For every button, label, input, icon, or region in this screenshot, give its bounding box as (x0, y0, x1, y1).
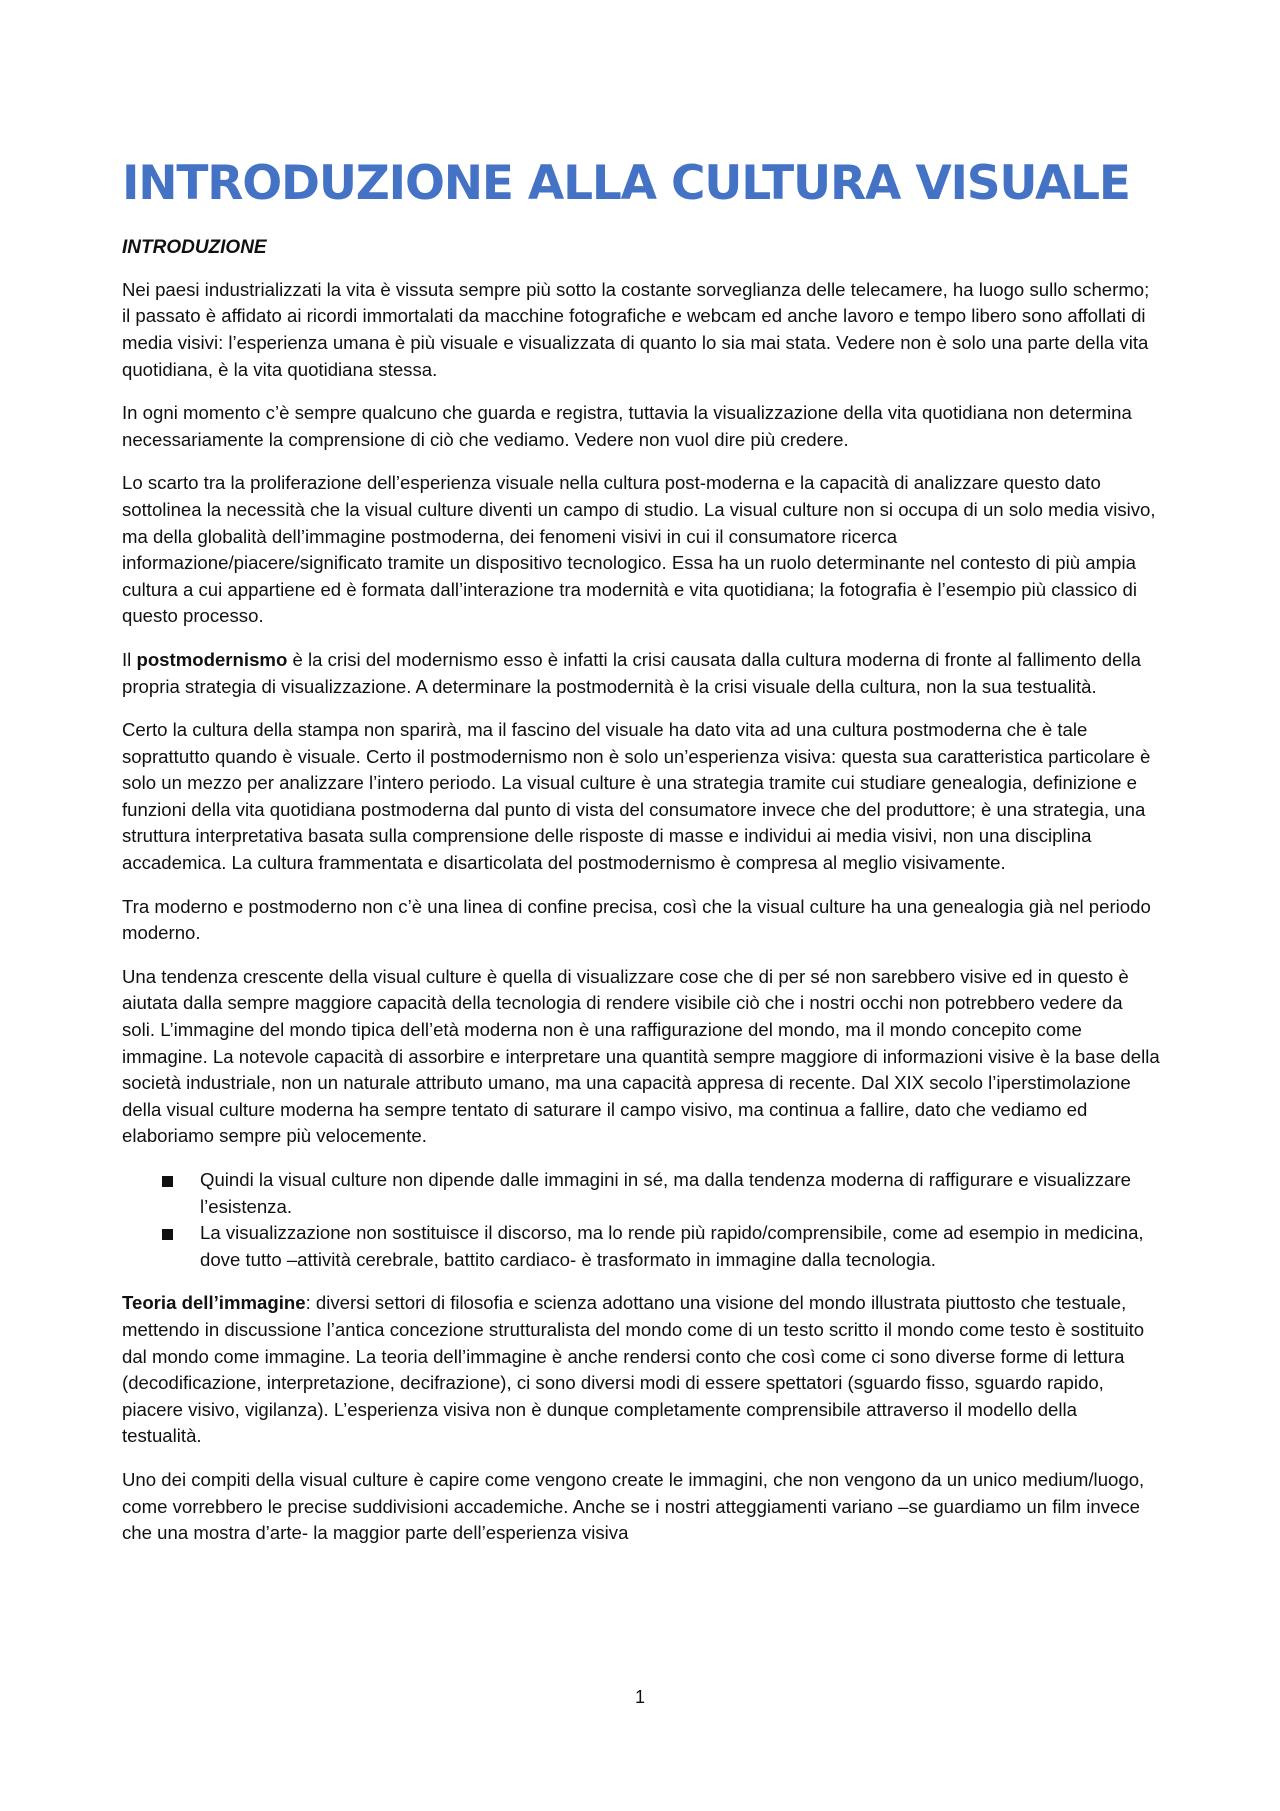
bullet-text: Quindi la visual culture non dipende dalle immagini in sé, ma dalla tendenza moderna di raffigurare e visualizzare l’esistenza. (200, 1169, 1131, 1217)
paragraph-4-after: è la crisi del modernismo esso è infatti la crisi causata dalla cultura moderna di fronte al fallimento della propria strategia di visualizzazione. A determinare la postmodernità è la crisi visuale della cultura, non la sua testualità. (122, 648, 1141, 697)
bullet-list (122, 1167, 1160, 1273)
bullet-text: La visualizzazione non sostituisce il discorso, ma lo rende più rapido/comprensibile, come ad esempio in medicina, dove tutto –attività cerebrale, battito cardiaco- è trasformato in immagine dalla tecnologia. (200, 1222, 1144, 1270)
paragraph-7: Una tendenza crescente della visual culture è quella di visualizzare cose che di per sé non sarebbero visive ed in questo è aiutata dalla sempre maggiore capacità della tecnologia di rendere visibile ciò che i nostri occhi non potrebbero vedere da soli. L’immagine del mondo tipica dell’età moderna non è una raffigurazione del mondo, ma il mondo concepito come immagine. La notevole capacità di assorbire e interpretare una quantità sempre maggiore di informazioni visive è la base della società industriale, non un naturale attributo umano, ma una capacità appresa di recente. Dal XIX secolo l’iperstimolazione della visual culture moderna ha sempre tentato di saturare il campo visivo, ma continua a fallire, dato che vediamo ed elaboriamo sempre più velocemente. (122, 965, 1160, 1147)
bullet-item (200, 1167, 1160, 1220)
paragraph-1: Nei paesi industrializzati la vita è vissuta sempre più sotto la costante sorveglianza delle telecamere, ha luogo sullo schermo; il passato è affidato ai ricordi immortalati da macchine fotografiche e webcam ed anche lavoro e tempo libero sono affollati di media visivi: l’esperienza umana è più visuale e visualizzata di quanto lo sia mai stata. Vedere non è solo una parte della vita quotidiana, è la vita quotidiana stessa. (122, 278, 1150, 380)
square-bullet-icon (162, 1229, 173, 1240)
paragraph-9: Uno dei compiti della visual culture è capire come vengono create le immagini, che non vengono da un unico medium/luogo, come vorrebbero le precise suddivisioni accademiche. Anche se i nostri atteggiamenti variano –se guardiamo un film invece che una mostra d’arte- la maggior parte dell’esperienza visiva (122, 1468, 1145, 1544)
document-page (122, 156, 1160, 1564)
page-number: 1 (634, 1687, 645, 1707)
term-postmodernismo: postmodernismo (136, 648, 288, 670)
section-heading: INTRODUZIONE (122, 237, 267, 258)
paragraph-3: Lo scarto tra la proliferazione dell’esperienza visuale nella cultura post-moderna e la capacità di analizzare questo dato sottolinea la necessità che la visual culture diventi un campo di studio. La visual culture non si occupa di un solo media visivo, ma della globalità dell’immagine postmoderna, dei fenomeni visivi in cui il consumatore ricerca informazione/piacere/significato tramite un dispositivo tecnologico. Essa ha un ruolo determinante nel contesto di più ampia cultura a cui appartiene ed è formata dall’interazione tra modernità e vita quotidiana; la fotografia è l’esempio più classico di questo processo. (122, 472, 1156, 627)
paragraph-8-after: : diversi settori di filosofia e scienza adottano una visione del mondo illustrata piuttosto che testuale, mettendo in discussione l’antica concezione strutturalista del mondo come di un testo scritto il mondo come testo è sostituito dal mondo come immagine. La teoria dell’immagine è anche rendersi conto che così come ci sono diverse forme di lettura (decodificazione, interpretazione, decifrazione), ci sono diversi modi di essere spettatori (sguardo fisso, sguardo rapido, piacere visivo, vigilanza). L’esperienza visiva non è dunque completamente comprensibile attraverso il modello della testualità. (122, 1292, 1145, 1447)
square-bullet-icon (162, 1176, 173, 1187)
paragraph-4-before: Il (122, 648, 137, 670)
term-teoria-immagine: Teoria dell’immagine (122, 1292, 306, 1314)
paragraph-6: Tra moderno e postmoderno non c’è una linea di confine precisa, così che la visual culture ha una genealogia già nel periodo moderno. (122, 895, 1151, 944)
paragraph-5: Certo la cultura della stampa non sparirà, ma il fascino del visuale ha dato vita ad una cultura postmoderna che è tale soprattutto quando è visuale. Certo il postmodernismo non è solo un’esperienza visiva: questa sua caratteristica particolare è solo un mezzo per analizzare l’intero periodo. La visual culture è una strategia tramite cui studiare genealogia, definizione e funzioni della vita quotidiana postmoderna dal punto di vista del consumatore invece che del produttore; è una strategia, una struttura interpretativa basata sulla comprensione delle risposte di masse e individui ai media visivi, non una disciplina accademica. La cultura frammentata e disarticolata del postmodernismo è compresa al meglio visivamente. (122, 719, 1151, 874)
paragraph-8 (122, 1290, 1160, 1450)
bullet-item (200, 1220, 1160, 1273)
paragraph-4 (122, 647, 1160, 700)
document-title: INTRODUZIONE ALLA CULTURA VISUALE (122, 156, 1130, 211)
paragraph-2: In ogni momento c’è sempre qualcuno che guarda e registra, tuttavia la visualizzazione della vita quotidiana non determina necessariamente la comprensione di ciò che vediamo. Vedere non vuol dire più credere. (122, 402, 1132, 450)
